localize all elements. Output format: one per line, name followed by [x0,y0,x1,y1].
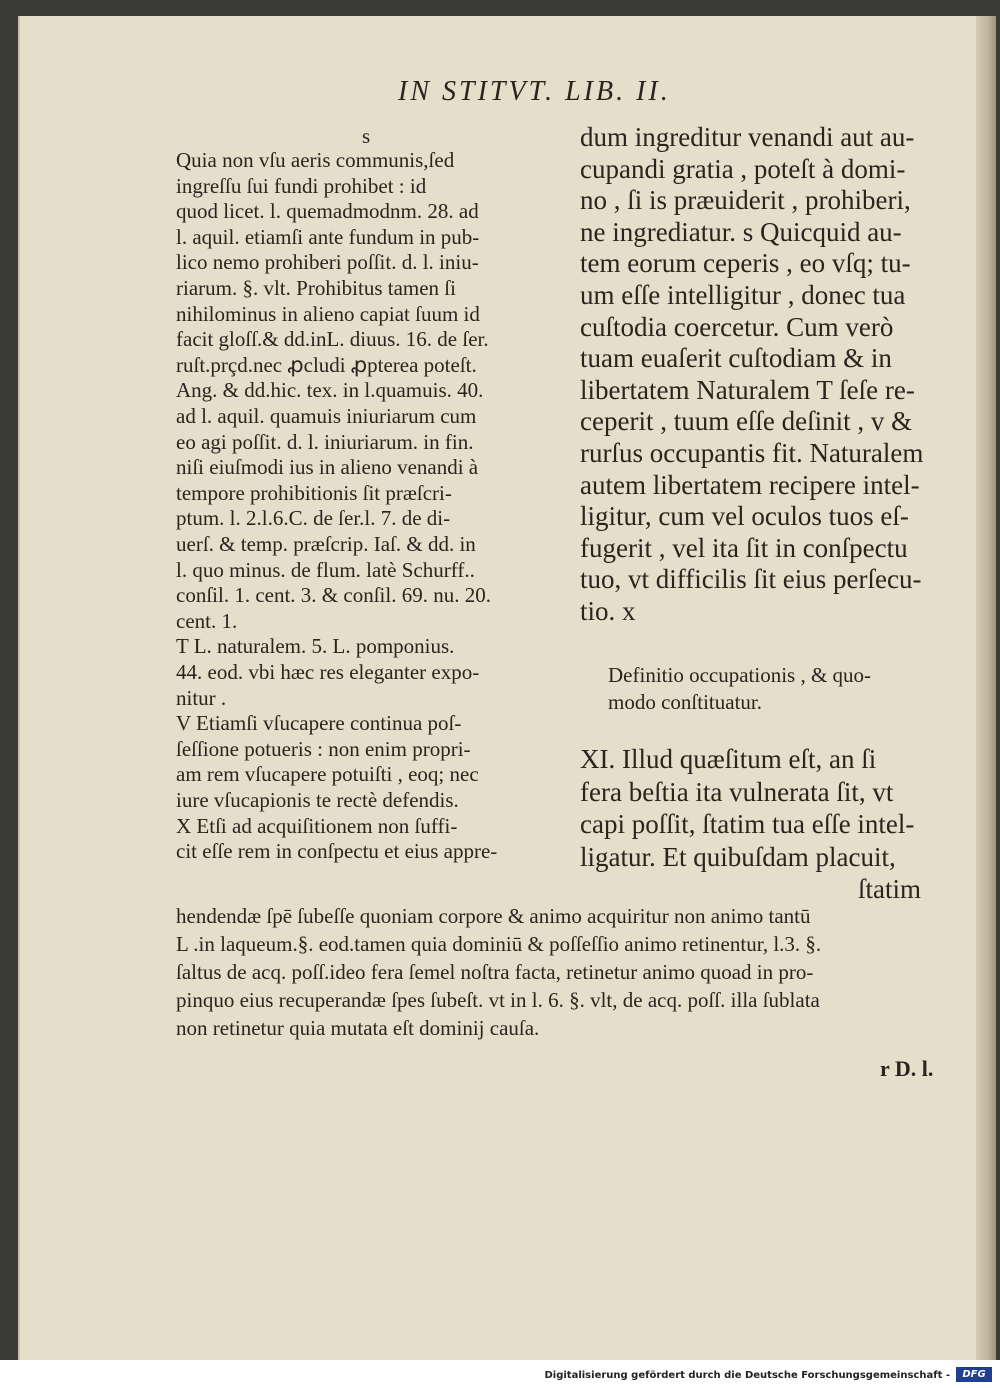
footnote-line: ptum. l. 2.l.6.C. de ſer.l. 7. de di- [176,506,451,531]
text-line: rurſus occupantis fit. Naturalem [580,438,924,468]
footnote-line: nitur . [176,685,227,710]
bottom-footnote-line: hendendæ ſpē ſubeſſe quoniam corpore & animo acquiritur non animo tantū [176,904,811,928]
footnote-line: ruſt.prçd.nec ꝓcludi ꝓpterea poteſt. [176,352,477,377]
section-line: fera beſtia ita vulnerata ſit, vt [580,776,894,807]
footer-credit: Digitalisierung gefördert durch die Deutsche Forschungsgemeinschaft - [544,1370,950,1381]
text-line: tem eorum ceperis , eo vſq; tu- [580,248,911,279]
dfg-logo: DFG [956,1367,992,1382]
footnote-line: Quia non vſu aeris communis,ſed [176,148,455,172]
footnote-line: cit eſſe rem in conſpectu et eius appre- [176,839,498,864]
footnote-line: cent. 1. [176,608,238,633]
running-head: IN STITVT. LIB. II. [398,76,671,107]
footnote-line: l. quo minus. de flum. latè Schurff.. [176,557,475,582]
text-line: tuo, vt difficilis ſit eius perſecu- [580,564,922,595]
footnote-line: Ang. & dd.hic. tex. in l.quamuis. 40. [176,378,484,403]
text-line: cuſtodia coercetur. Cum verò [580,311,894,342]
footnote-line: ad l. aquil. quamuis iniuriarum cum [176,404,477,428]
footnote-line: ſeſſione potueris : non enim propri- [176,736,471,761]
caption-line: modo conſtituatur. [608,690,762,714]
text-line: ceperit , tuum eſſe deſinit , v & [580,406,913,437]
footnote-line: am rem vſucapere potuiſti , eoq; nec [176,762,479,787]
text-line: ligitur, cum vel oculos tuos eſ- [580,501,909,532]
footnote-line: facit gloſſ.& dd.inL. diuus. 16. de ſer. [176,327,489,352]
footnote-line: quod licet. l. quemadmodnm. 28. ad [176,199,479,224]
bottom-footnote-line: ſaltus de acq. poſſ.ideo fera ſemel noſtra facta, retinetur animo quoad in pro- [176,960,814,984]
text-line: autem libertatem recipere intel- [580,469,920,500]
footnote-line: ingreſſu ſui fundi prohibet : id [176,173,427,198]
text-line: ne ingrediatur. s Quicquid au- [580,216,902,247]
footnote-line: T L. naturalem. 5. L. pomponius. [176,634,455,659]
footnote-line: X Etſi ad acquiſitionem non ſuffi- [176,813,458,838]
bottom-footnote-line: L .in laqueum.§. eod.tamen quia dominiū & poſſeſſio animo retinentur, l.3. §. [176,932,822,956]
text-line: tio. x [580,596,636,626]
footnote-line: iure vſucapionis te rectè defendis. [176,788,459,812]
footnote-line: l. aquil. etiamſi ante fundum in pub- [176,224,480,249]
footnote-marker-s: s [362,124,371,148]
text-line: cupandi gratia , poteſt à domi- [580,153,906,184]
footnote-line: uerſ. & temp. præſcrip. Iaſ. & dd. in [176,532,476,556]
caption-line: Definitio occupationis , & quo- [608,663,872,687]
text-line: no , ſi is præuiderit , prohiberi, [580,185,911,216]
footnote-line: conſil. 1. cent. 3. & conſil. 69. nu. 20. [176,583,491,608]
footnote-line: tempore prohibitionis ſit præſcri- [176,480,452,505]
footnote-line: nihilominus in alieno capiat ſuum id [176,301,480,326]
text-line: um eſſe intelligitur , donec tua [580,280,906,310]
catchword: r D. l. [880,1056,934,1081]
page-edge [976,16,996,1360]
footnote-line: niſi eiuſmodi ius in alieno venandi à [176,455,479,480]
bottom-footnote-line: pinquo eius recuperandæ ſpes ſubeſt. vt in l. 6. §. vlt, de acq. poſſ. illa ſublata [176,988,820,1012]
footnote-line: eo agi poſſit. d. l. iniuriarum. in fin. [176,429,474,454]
section-line: ſtatim [858,874,921,904]
bottom-footnote-line: non retinetur quia mutata eſt dominij cauſa. [176,1016,540,1040]
footnote-line: V Etiamſi vſucapere continua poſ- [176,711,462,736]
section-line: capi poſſit, ſtatim tua eſſe intel- [580,809,915,839]
text-line: dum ingreditur venandi aut au- [580,122,915,152]
footnote-line: lico nemo prohiberi poſſit. d. l. iniu- [176,250,479,275]
footnote-line: riarum. §. vlt. Prohibitus tamen ſi [176,276,456,300]
text-line: tuam euaſerit cuſtodiam & in [580,343,892,374]
text-line: libertatem Naturalem T ſeſe re- [580,374,915,405]
footnote-line: 44. eod. vbi hæc res eleganter expo- [176,660,480,684]
section-line: XI. Illud quæſitum eſt, an ſi [580,744,877,774]
section-line: ligatur. Et quibuſdam placuit, [580,841,896,872]
text-line: fugerit , vel ita ſit in conſpectu [580,532,908,563]
